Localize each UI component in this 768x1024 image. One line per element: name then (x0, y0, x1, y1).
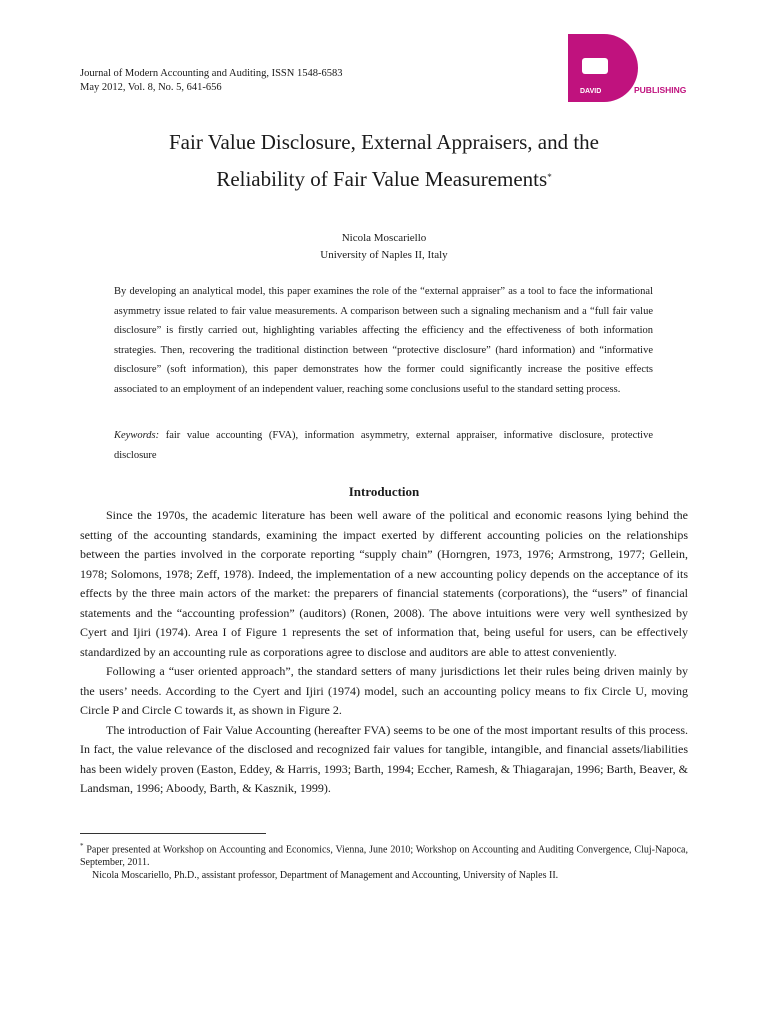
logo-text-david: DAVID (580, 88, 602, 95)
title-line-1: Fair Value Disclosure, External Appraisers, and the (169, 130, 599, 154)
issue-citation: May 2012, Vol. 8, No. 5, 641-656 (80, 82, 222, 93)
journal-citation: Journal of Modern Accounting and Auditing, ISSN 1548-6583 (80, 68, 343, 79)
logo-d-counter (582, 58, 608, 74)
journal-header (80, 67, 342, 95)
abstract: By developing an analytical model, this paper examines the role of the “external appraiser” as a tool to face the informational asymmetry issue related to fair value measurements. A comparison between such a signaling mechanism and a “full fair value disclosure” is firstly carried out, highlighting variables affecting the efficiency and the effectiveness of both information strategies. Then, recovering the traditional distinction between “protective disclosure” (hard information) and “informative disclosure” (soft information), this paper demonstrates how the former could significantly increase the positive effects associated to an employment of an independent valuer, reaching some conclusions useful to the standard setting process. (114, 286, 653, 395)
paragraph: Since the 1970s, the academic literature has been well aware of the political and economic reasons lying behind the setting of the accounting standards, examining the impact exerted by different accounting policies on the relationships between the parties involved in the corporate reporting “supply chain” (Horngren, 1973, 1976; Armstrong, 1977; Gellein, 1978; Solomons, 1978; Zeff, 1978). Indeed, the implementation of a new accounting policy depends on the acceptance of its effects by the three main actors of the market: the preparers of financial statements (corporations), the “users” of financial statements and the “accounting profession” (auditors) (Ronen, 2008). The above intuitions were very well synthesized by Cyert and Ijiri (1974). Area I of Figure 1 represents the set of information that, being useful for users, can be effectively standardized by an accounting rule as corporations agree to disclose and auditors are able to attest conveniently. (80, 508, 688, 659)
keywords (114, 426, 653, 465)
footnote-text: Paper presented at Workshop on Accounting and Economics, Vienna, June 2010; Workshop on Accounting and Auditing Convergence, Cluj-Napoca, September, 2011. (80, 844, 688, 869)
author-block (0, 230, 768, 264)
footnotes (80, 840, 688, 882)
body-text (80, 506, 688, 799)
section-heading: Introduction (348, 484, 420, 499)
paragraph: Following a “user oriented approach”, the standard setters of many jurisdictions let their rules being driven mainly by the users’ needs. According to the Cyert and Ijiri (1974) model, such an accounting policy means to fix Circle U, moving Circle P and Circle C towards it, as shown in Figure 2. (80, 664, 688, 717)
footnote-marker: * (80, 842, 84, 850)
author-name: Nicola Moscariello (341, 232, 427, 244)
title-line-2-text: Reliability of Fair Value Measurements (216, 167, 548, 191)
keywords-text: fair value accounting (FVA), information asymmetry, external appraiser, informative disclosure, protective disclosure (114, 430, 653, 461)
title-footnote-marker: * (547, 172, 552, 182)
title-line-2 (60, 161, 708, 198)
paragraph: The introduction of Fair Value Accounting (hereafter FVA) seems to be one of the most important results of this process. In fact, the value relevance of the disclosed and recognized fair values for tangible, intangible, and financial assets/liabilities has been widely proven (Easton, Eddey, & Harris, 1993; Barth, 1994; Eccher, Ramesh, & Thiagarajan, 1996; Barth, Beaver, & Landsman, 1996; Aboody, Barth, & Kasznik, 1999). (80, 722, 688, 795)
footnote (80, 840, 688, 869)
keywords-label: Keywords: (114, 430, 160, 441)
publisher-logo (562, 28, 702, 108)
footnote-divider (80, 833, 266, 834)
author-note: Nicola Moscariello, Ph.D., assistant professor, Department of Management and Accounting, University of Naples II. (92, 870, 559, 882)
author-affiliation: University of Naples II, Italy (320, 249, 448, 261)
logo-text-publishing: PUBLISHING (634, 85, 687, 95)
paper-title (60, 124, 708, 198)
